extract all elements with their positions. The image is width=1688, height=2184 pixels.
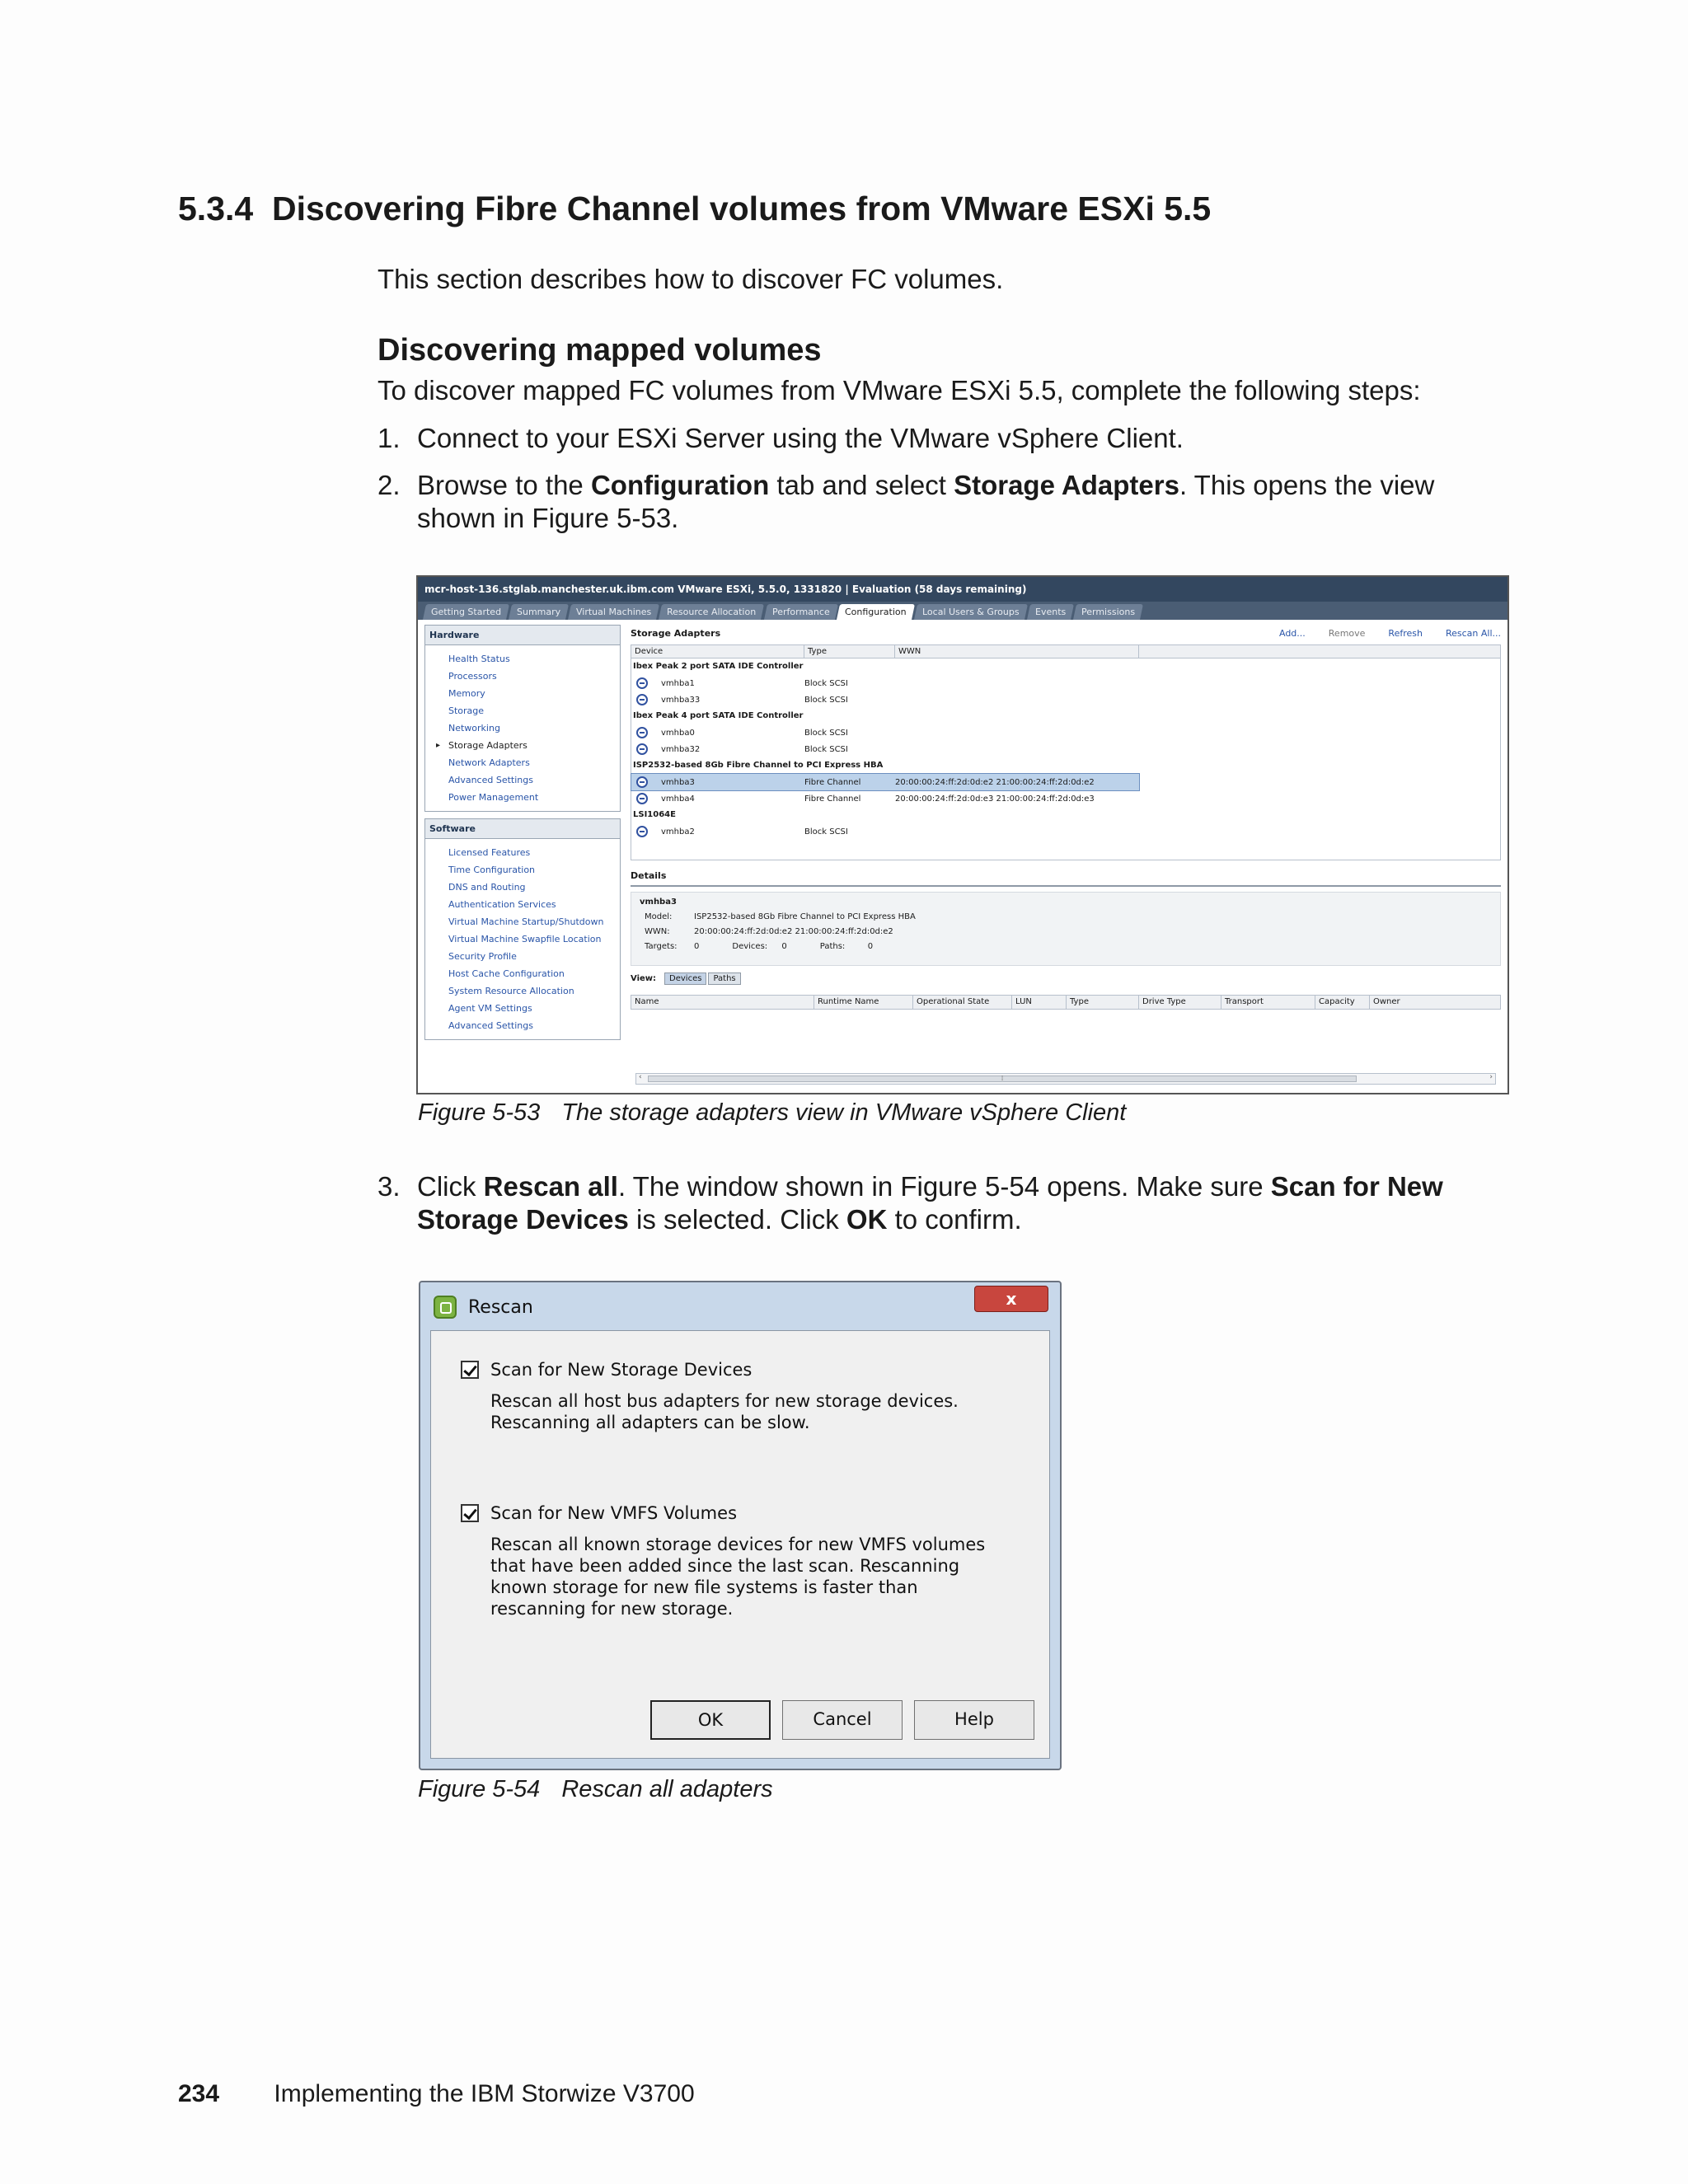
hba-icon	[636, 743, 648, 755]
details-box: vmhba3 Model: ISP2532-based 8Gb Fibre Channel to PCI Express HBA WWN: 20:00:00:24:ff:2d:0d:e2 21:00:00:24:ff:2d:0d:e2 Targets: 0 Devices: 0 Paths: 0	[631, 892, 1501, 966]
details-model: ISP2532-based 8Gb Fibre Channel to PCI Express HBA	[694, 912, 916, 921]
column-owner[interactable]: Owner	[1373, 997, 1400, 1006]
hba-icon	[636, 727, 648, 738]
sidebar-item-storage-adapters[interactable]: ▸ Storage Adapters	[448, 737, 620, 754]
page-number: 234	[178, 2080, 220, 2107]
book-title: Implementing the IBM Storwize V3700	[274, 2080, 695, 2107]
section-number: 5.3.4	[178, 190, 254, 227]
tab-virtual-machines[interactable]: Virtual Machines	[568, 604, 659, 620]
sidebar-item-memory[interactable]: Memory	[448, 688, 485, 699]
vsphere-logo-icon	[434, 1296, 457, 1319]
figure-caption: Figure 5-54 Rescan all adapters	[418, 1776, 773, 1802]
intro-paragraph: This section describes how to discover FC volumes.	[377, 264, 1004, 294]
software-group	[424, 818, 621, 1040]
sidebar-item-security-profile[interactable]: Security Profile	[448, 951, 517, 962]
remove-link[interactable]: Remove	[1328, 627, 1366, 639]
scan-new-storage-option	[461, 1357, 1001, 1433]
adapters-table-header	[631, 645, 1500, 658]
dialog-body	[430, 1330, 1050, 1759]
close-button[interactable]: x	[974, 1286, 1048, 1312]
column-device[interactable]: Device	[631, 645, 804, 658]
tab-resource-allocation[interactable]: Resource Allocation	[659, 604, 764, 620]
scrollbar-thumb[interactable]: ⁞	[648, 1076, 1357, 1082]
hba-icon	[636, 793, 648, 804]
table-row[interactable]: vmhba32 Block SCSI	[631, 741, 1139, 757]
table-row-selected[interactable]: vmhba3 Fibre Channel 20:00:00:24:ff:2d:0d:e2 21:00:00:24:ff:2d:0d:e2	[631, 774, 1139, 790]
ok-button[interactable]: OK	[650, 1700, 771, 1740]
column-capacity[interactable]: Capacity	[1315, 996, 1370, 1009]
step-list	[377, 422, 1465, 455]
column-operational-state[interactable]: Operational State	[913, 996, 1012, 1009]
sidebar-item-networking[interactable]: Networking	[448, 723, 500, 733]
help-button[interactable]: Help	[914, 1700, 1034, 1740]
section-title: Discovering Fibre Channel volumes from VMware ESXi 5.5	[272, 190, 1212, 227]
step-list	[377, 1170, 1465, 1236]
sidebar-item-health-status[interactable]: Health Status	[448, 654, 510, 664]
step-3: 3. Click Rescan all. The window shown in Figure 5-54 opens. Make sure Scan for New Storage Devices is selected. Click OK to confirm.	[377, 1171, 1443, 1235]
vsphere-client-screenshot	[416, 575, 1509, 1094]
column-transport[interactable]: Transport	[1221, 996, 1315, 1009]
section-heading	[178, 190, 1211, 228]
step-2: 2. Browse to the Configuration tab and select Storage Adapters. This opens the view shown in Figure 5-53.	[377, 470, 1435, 533]
tab-configuration[interactable]: Configuration	[837, 604, 915, 620]
refresh-link[interactable]: Refresh	[1388, 627, 1423, 639]
config-sidebar	[424, 625, 621, 1047]
controller-group: Ibex Peak 4 port SATA IDE Controller	[633, 711, 804, 720]
dialog-title: Rescan	[468, 1297, 533, 1318]
hardware-group	[424, 625, 621, 812]
sidebar-item-network-adapters[interactable]: Network Adapters	[448, 757, 530, 768]
sidebar-item-software-advanced-settings[interactable]: Advanced Settings	[448, 1020, 533, 1031]
scan-vmfs-description: Rescan all known storage devices for new VMFS volumes that have been added since the last scan. Rescanning known storage for new file systems is faster than rescanning for new storage.	[490, 1535, 986, 1619]
adapters-table	[631, 644, 1501, 860]
details-panel	[631, 870, 1501, 1088]
devices-table-header	[631, 995, 1501, 1010]
column-name[interactable]: Name	[631, 996, 814, 1009]
figure-caption: Figure 5-53 The storage adapters view in VMware vSphere Client	[418, 1099, 1127, 1126]
window-title: mcr-host-136.stglab.manchester.uk.ibm.com VMware ESXi, 5.5.0, 1331820 | Evaluation (58 days remaining)	[418, 577, 1507, 602]
column-runtime-name[interactable]: Runtime Name	[814, 996, 913, 1009]
table-row[interactable]: vmhba2 Block SCSI	[631, 823, 1139, 840]
sidebar-item-licensed-features[interactable]: Licensed Features	[448, 847, 531, 858]
scroll-left-icon[interactable]: ‹	[639, 1073, 642, 1081]
sidebar-item-power-management[interactable]: Power Management	[448, 792, 539, 803]
sidebar-item-vm-swapfile-location[interactable]: Virtual Machine Swapfile Location	[448, 934, 602, 944]
tab-summary[interactable]: Summary	[509, 604, 569, 620]
page-footer	[178, 2080, 695, 2108]
lead-paragraph: To discover mapped FC volumes from VMware ESXi 5.5, complete the following steps:	[377, 375, 1421, 405]
scan-storage-label[interactable]: Scan for New Storage Devices	[490, 1360, 753, 1380]
subheading: Discovering mapped volumes	[377, 333, 822, 368]
table-row[interactable]: vmhba0 Block SCSI	[631, 724, 1139, 741]
sidebar-item-host-cache-configuration[interactable]: Host Cache Configuration	[448, 968, 565, 979]
hba-icon	[636, 677, 648, 689]
tab-performance[interactable]: Performance	[764, 604, 838, 620]
column-type[interactable]: Type	[1067, 996, 1139, 1009]
view-paths-button[interactable]: Paths	[708, 972, 740, 985]
sidebar-item-storage[interactable]: Storage	[448, 705, 485, 716]
details-paths: 0	[867, 941, 874, 951]
hba-icon	[636, 826, 648, 837]
storage-adapters-header	[631, 623, 1501, 643]
sidebar-item-authentication-services[interactable]: Authentication Services	[448, 899, 556, 910]
dialog-buttons	[639, 1700, 1034, 1740]
scan-vmfs-label[interactable]: Scan for New VMFS Volumes	[490, 1503, 738, 1523]
column-lun[interactable]: LUN	[1012, 996, 1067, 1009]
scan-vmfs-checkbox[interactable]	[461, 1504, 479, 1522]
step-1: 1. Connect to your ESXi Server using the VMware vSphere Client.	[377, 423, 1184, 453]
scan-vmfs-option	[461, 1501, 1001, 1619]
hardware-title: Hardware	[425, 626, 620, 645]
table-row[interactable]: vmhba33 Block SCSI	[631, 691, 1139, 708]
details-adapter-name: vmhba3	[640, 898, 677, 907]
controller-group: Ibex Peak 2 port SATA IDE Controller	[633, 662, 804, 671]
table-row[interactable]: vmhba4 Fibre Channel 20:00:00:24:ff:2d:0d:e3 21:00:00:24:ff:2d:0d:e3	[631, 790, 1139, 807]
hba-icon	[636, 694, 648, 705]
controller-group: ISP2532-based 8Gb Fibre Channel to PCI Express HBA	[633, 761, 884, 770]
dialog-titlebar	[420, 1282, 1060, 1330]
sidebar-item-time-configuration[interactable]: Time Configuration	[448, 865, 536, 875]
sidebar-item-dns-routing[interactable]: DNS and Routing	[448, 882, 526, 893]
scan-storage-checkbox[interactable]	[461, 1361, 479, 1379]
controller-group: LSI1064E	[633, 810, 676, 819]
scan-storage-description: Rescan all host bus adapters for new storage devices. Rescanning all adapters can be slow.	[490, 1391, 959, 1432]
tab-getting-started[interactable]: Getting Started	[423, 604, 509, 620]
storage-adapters-title: Storage Adapters	[631, 627, 721, 639]
column-type[interactable]: Type	[804, 645, 895, 658]
table-row[interactable]: vmhba1 Block SCSI	[631, 675, 1139, 691]
tab-bar	[418, 602, 1507, 620]
hba-icon	[636, 776, 648, 788]
view-toggle: View: Devices Paths	[631, 972, 1501, 985]
step-list	[377, 469, 1465, 535]
horizontal-scrollbar[interactable]	[635, 1073, 1496, 1085]
sidebar-item-advanced-settings[interactable]: Advanced Settings	[448, 775, 533, 785]
details-devices: 0	[781, 941, 787, 951]
view-devices-button[interactable]: Devices	[664, 972, 706, 985]
tab-local-users-groups[interactable]: Local Users & Groups	[914, 604, 1028, 620]
details-title: Details	[631, 870, 1501, 887]
tab-permissions[interactable]: Permissions	[1073, 604, 1143, 620]
storage-adapters-panel	[631, 623, 1501, 1088]
column-wwn[interactable]: WWN	[895, 645, 1139, 658]
scroll-right-icon[interactable]: ›	[1489, 1073, 1493, 1081]
details-wwn: 20:00:00:24:ff:2d:0d:e2 21:00:00:24:ff:2d:0d:e2	[694, 926, 893, 936]
details-targets: 0	[694, 941, 700, 951]
software-title: Software	[425, 819, 620, 839]
sidebar-item-system-resource-allocation[interactable]: System Resource Allocation	[448, 986, 574, 996]
rescan-all-link[interactable]: Rescan All...	[1445, 627, 1501, 639]
sidebar-item-processors[interactable]: Processors	[448, 671, 497, 682]
rescan-dialog	[419, 1281, 1062, 1770]
sidebar-item-agent-vm-settings[interactable]: Agent VM Settings	[448, 1003, 532, 1014]
add-link[interactable]: Add...	[1278, 627, 1306, 639]
column-drive-type[interactable]: Drive Type	[1139, 996, 1221, 1009]
cancel-button[interactable]: Cancel	[782, 1700, 903, 1740]
tab-events[interactable]: Events	[1027, 604, 1074, 620]
sidebar-item-vm-startup-shutdown[interactable]: Virtual Machine Startup/Shutdown	[448, 916, 604, 927]
